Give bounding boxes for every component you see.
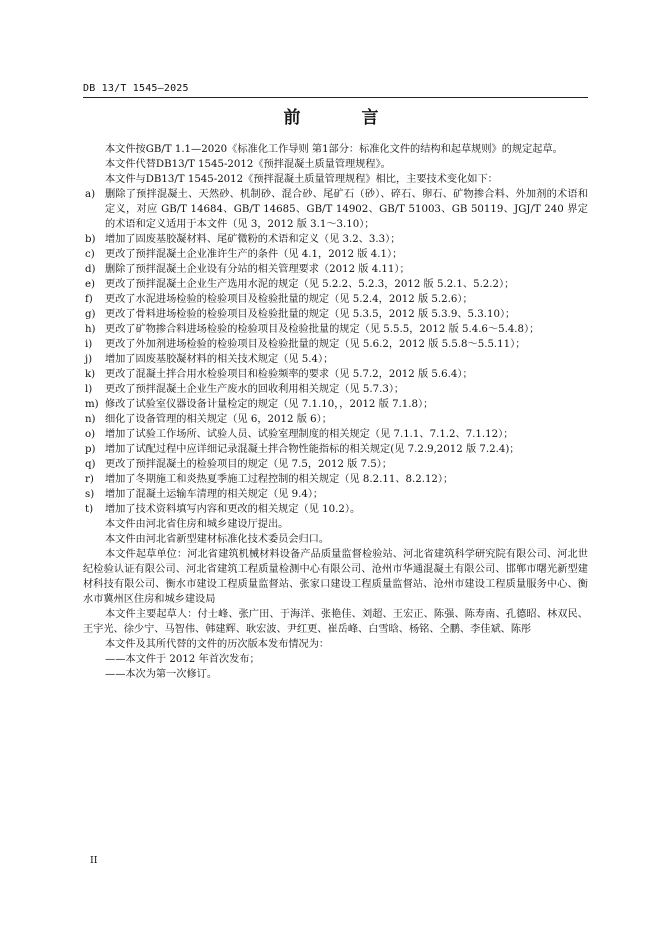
list-item-text: 增加了固废基胶凝材料、尾矿微粉的术语和定义（见 3.2、3.3）； [105, 234, 401, 245]
list-item [83, 367, 588, 382]
paragraph: 本文件与DB13/T 1545-2012《预拌混凝土质量管理规程》相比，主要技术变化如下： [105, 174, 498, 185]
list-item-label: a) [85, 189, 96, 200]
list-item [83, 262, 588, 277]
list-item-text: 增加了技术资料填写内容和更改的相关规定（见 10.2）。 [105, 504, 361, 515]
list-item-text: 删除了预拌混凝土企业设有分站的相关管理要求（2012 版 4.11）； [105, 264, 410, 275]
list-item-label: q) [85, 459, 96, 470]
list-item-text: 更改了预拌混凝土的检验项目的规定（见 7.5，2012 版 7.5）； [105, 459, 393, 470]
list-item-text: 更改了预拌混凝土企业生产选用水泥的规定（见 5.2.2、5.2.3，2012 版 5.2.1、5.2.2）； [105, 279, 515, 290]
list-item-text: 增加了试验工作场所、试验人员、试验室理制度的相关规定（见 7.1.1、7.1.2、7.1.12）； [105, 429, 514, 440]
changes-list [83, 187, 588, 517]
list-item-text: 更改了混凝土拌合用水检验项目和检验频率的要求（见 5.7.2，2012 版 5.6.4）； [105, 369, 473, 380]
page-number: II [90, 855, 98, 866]
list-item-text: 更改了预拌混凝土企业准许生产的条件（见 4.1，2012 版 4.1）； [105, 249, 403, 260]
list-item [83, 337, 588, 352]
list-item-text: 增加了冬期施工和炎热夏季施工过程控制的相关规定（见 8.2.11、8.2.12）； [105, 474, 454, 485]
list-item [83, 382, 588, 397]
list-item-text: 增加了混凝土运输车清理的相关规定（见 9.4）； [105, 489, 324, 500]
list-item-label: m) [85, 399, 99, 410]
list-item-text: 增加了固废基胶凝材料的相关技术规定（见 5.4）； [105, 354, 334, 365]
list-item-text: 更改了骨料进场检验的检验项目及检验批量的规定（见 5.3.5，2012 版 5.3.9、5.3.10）； [105, 309, 516, 320]
header-divider [83, 97, 588, 98]
list-item-label: k) [85, 369, 96, 380]
list-item-label: o) [85, 429, 96, 440]
foreword-body [83, 142, 588, 682]
list-item-text: 删除了预拌混凝土、天然砂、机制砂、混合砂、尾矿石（砂）、碎石、卵石、矿物掺合料、外加剂的术语和定义，对应 GB/T 14684、GB/T 14685、GB/T 14902、GB/T 51003、GB 50119、JGJ/T 240 界定的术语和定义适用于本文件（见 3，2012 版 3.1～3.10）； [105, 189, 588, 230]
list-item-label: h) [85, 324, 96, 335]
list-item [83, 292, 588, 307]
paragraph: 本文件由河北省新型建材标准化技术委员会归口。 [105, 534, 330, 545]
list-item-label: i) [85, 339, 93, 350]
list-item [83, 232, 588, 247]
paragraph: 本文件主要起草人：付士峰、张广田、于海洋、张艳佳、刘超、王宏正、陈强、陈寿南、孔德昭、林双民、王宇光、徐少宁、马智伟、韩建辉、耿宏波、尹红更、崔岳峰、白雪晗、杨铭、仝鹏、李佳斌、陈彤 [83, 609, 588, 635]
list-item-label: n) [85, 414, 96, 425]
list-item-label: g) [85, 309, 96, 320]
list-item [83, 322, 588, 337]
list-item-label: f) [85, 294, 93, 305]
list-item [83, 427, 588, 442]
list-item [83, 487, 588, 502]
list-item [83, 307, 588, 322]
list-item [83, 412, 588, 427]
history-item: ——本次为第一次修订。 [105, 669, 218, 680]
list-item [83, 472, 588, 487]
list-item-label: l) [85, 384, 93, 395]
list-item [83, 247, 588, 262]
list-item [83, 352, 588, 367]
list-item [83, 457, 588, 472]
list-item-label: s) [85, 489, 95, 500]
list-item [83, 187, 588, 232]
list-item-text: 细化了设备管理的相关规定（见 6，2012 版 6）； [105, 414, 332, 425]
paragraph: 本文件及其所代替的文件的历次版本发布情况为： [105, 639, 330, 650]
list-item-label: b) [85, 234, 96, 245]
paragraph: 本文件由河北省住房和城乡建设厅提出。 [105, 519, 289, 530]
list-item [83, 397, 588, 412]
history-item: ——本文件于 2012 年首次发布； [105, 654, 260, 665]
list-item-label: p) [85, 444, 96, 455]
list-item-text: 更改了水泥进场检验的检验项目及检验批量的规定（见 5.2.4，2012 版 5.2.6）； [105, 294, 473, 305]
list-item-text: 增加了试配过程中应详细记录混凝土拌合物性能指标的相关规定(见 7.2.9,2012 版 7.2.4)； [105, 444, 520, 455]
paragraph: 本文件起草单位：河北省建筑机械材料设备产品质量监督检验站、河北省建筑科学研究院有限公司、河北世纪检验认证有限公司、河北省建筑工程质量检测中心有限公司、沧州市华通混凝土有限公司、邯郸市曙光新型建材科技有限公司、衡水市建设工程质量监督站、张家口建设工程质量监督站、沧州市建设工程质量服务中心、衡水市冀州区住房和城乡建设局 [83, 549, 588, 605]
list-item [83, 277, 588, 292]
list-item-label: r) [85, 474, 94, 485]
list-item-text: 更改了外加剂进场检验的检验项目及检验批量的规定（见 5.6.2，2012 版 5.5.8～5.5.11）； [105, 339, 526, 350]
list-item-text: 更改了预拌混凝土企业生产废水的回收利用相关规定（见 5.7.3）； [105, 384, 405, 395]
list-item-label: j) [85, 354, 93, 365]
standard-code: DB 13/T 1545—2025 [83, 83, 189, 94]
paragraph: 本文件按GB/T 1.1—2020《标准化工作导则 第1部分：标准化文件的结构和起草规则》的规定起草。 [105, 144, 563, 155]
list-item-label: e) [85, 279, 96, 290]
list-item-text: 更改了矿物掺合料进场检验的检验项目及检验批量的规定（见 5.5.5，2012 版 5.4.6～5.4.8）； [105, 324, 540, 335]
list-item-text: 修改了试验室仪器设备计量检定的规定（见 7.1.10，，2012 版 7.1.8）； [105, 399, 434, 410]
list-item-label: t) [85, 504, 94, 515]
list-item [83, 442, 588, 457]
list-item [83, 502, 588, 517]
page-title: 前 言 [283, 108, 401, 128]
list-item-label: c) [85, 249, 95, 260]
list-item-label: d) [85, 264, 96, 275]
paragraph: 本文件代替DB13/T 1545-2012《预拌混凝土质量管理规程》。 [105, 159, 391, 170]
